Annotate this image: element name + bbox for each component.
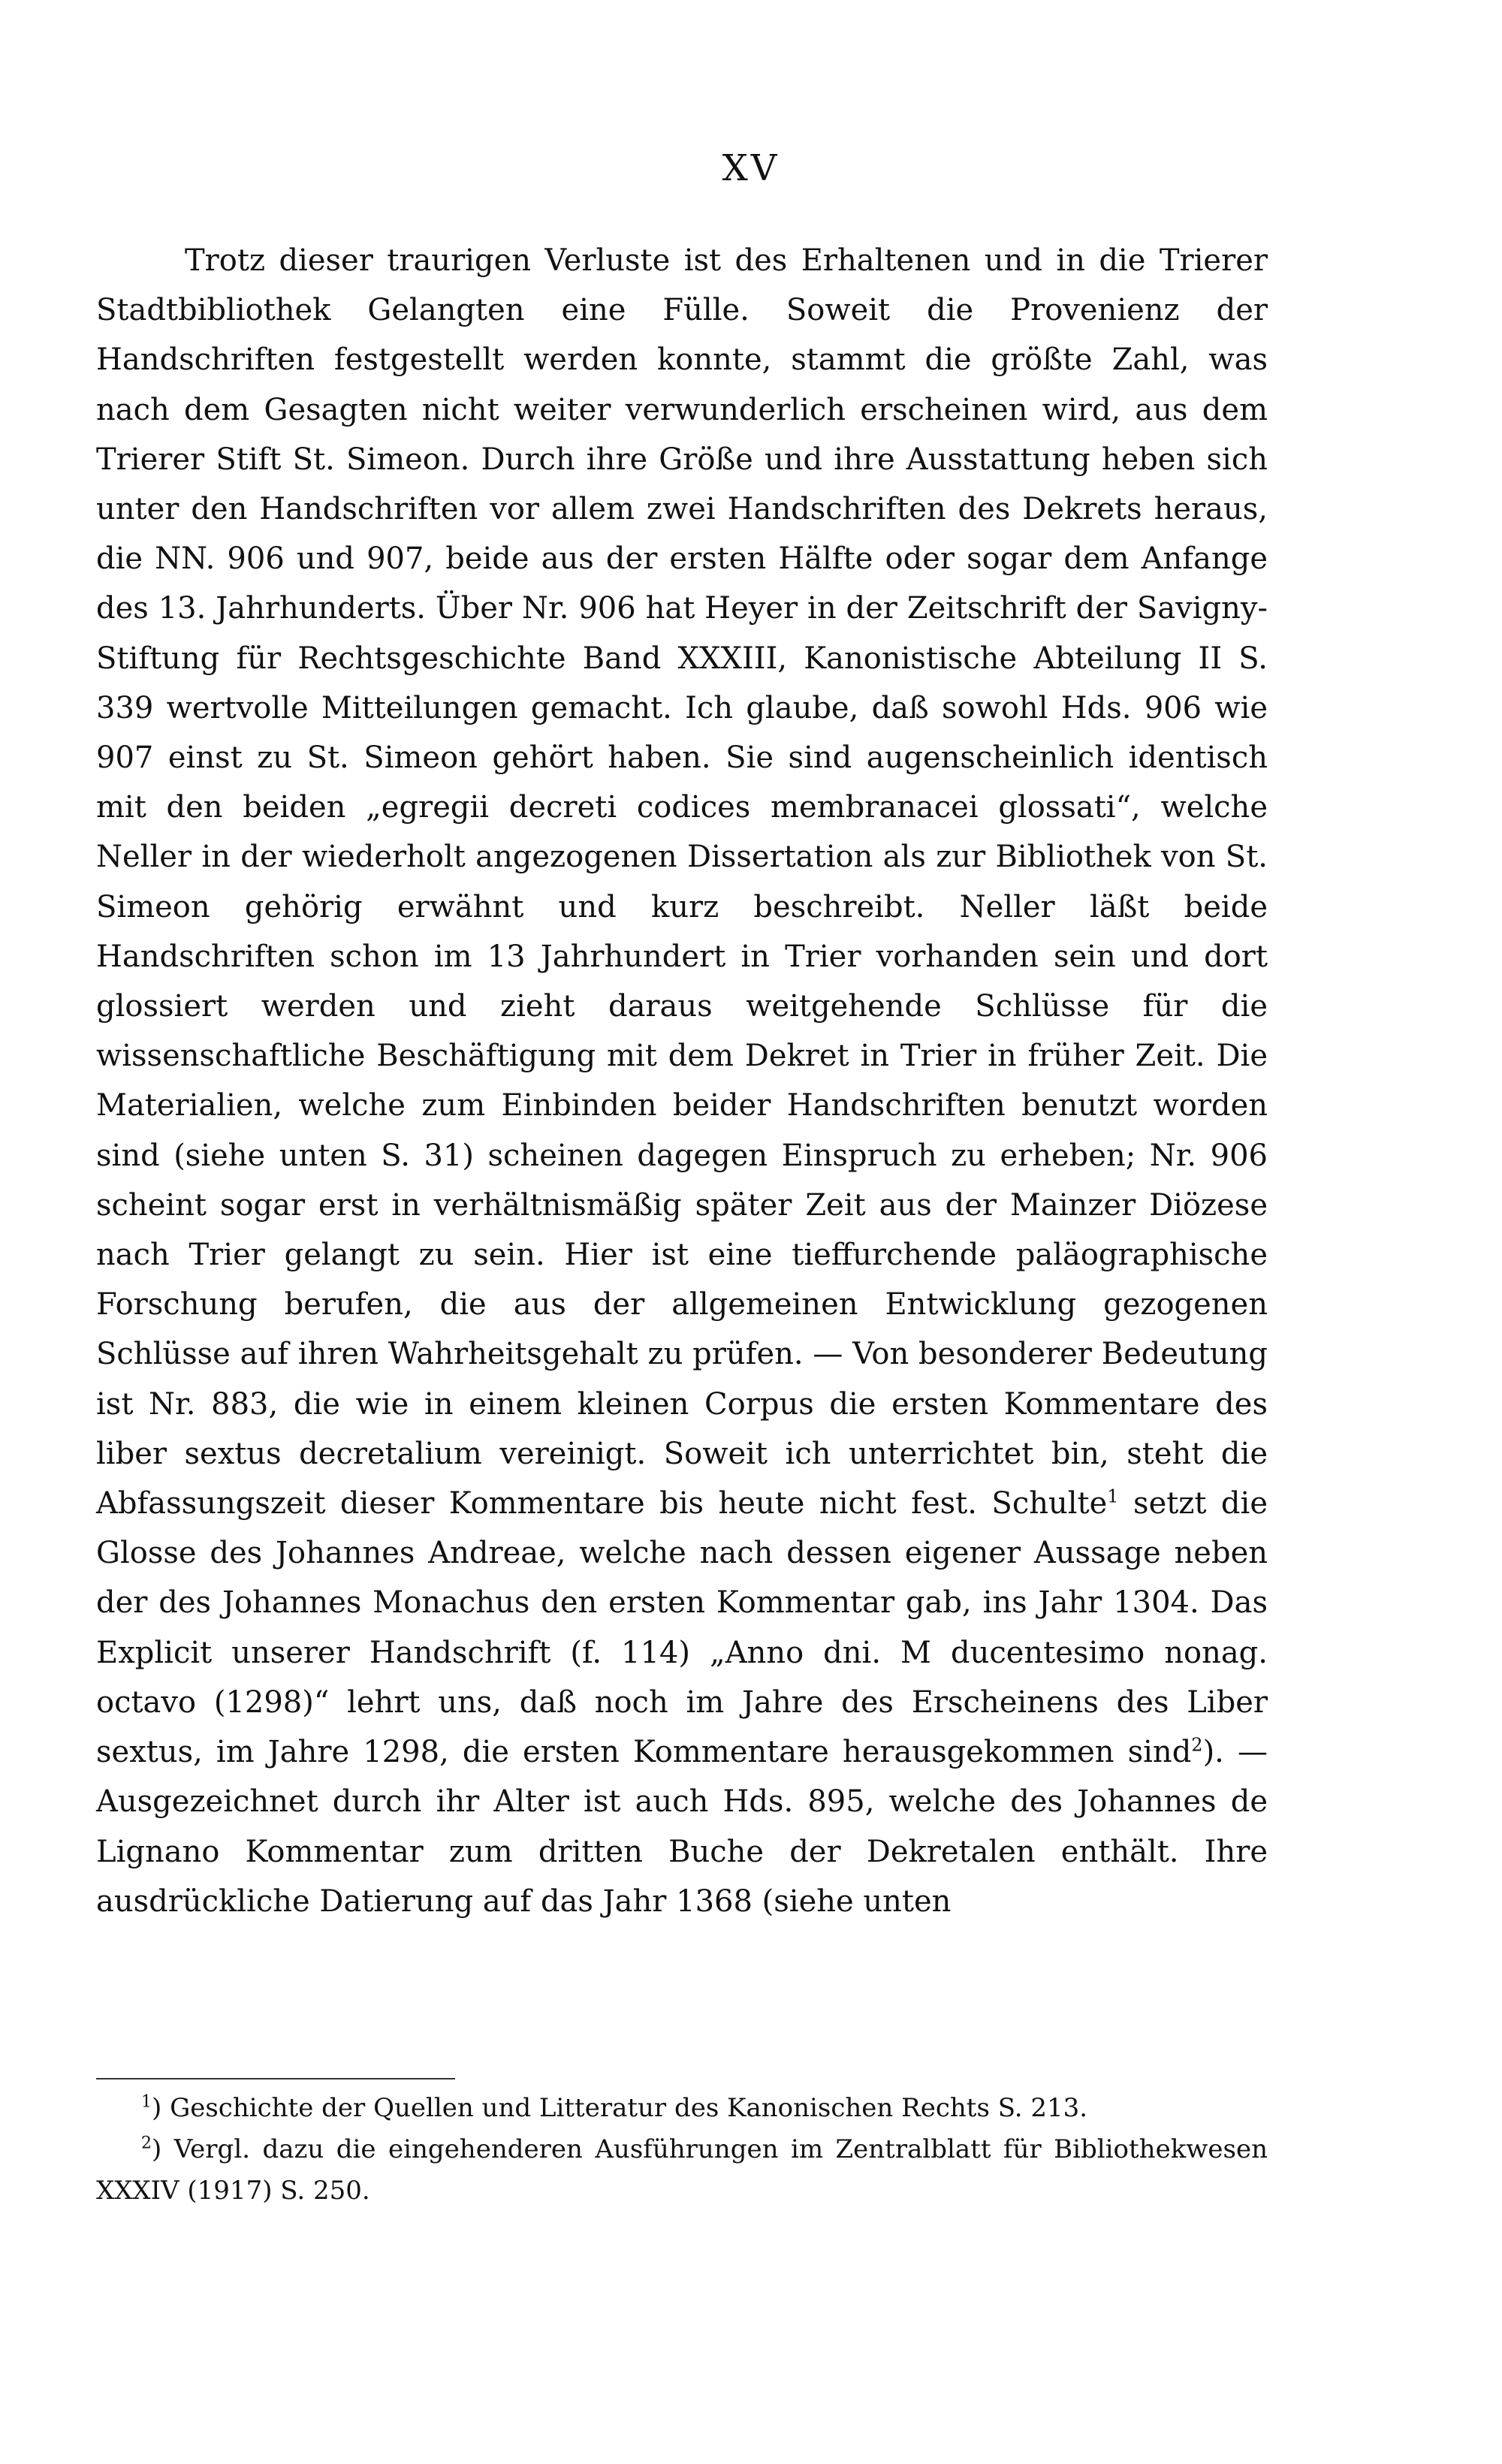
- body-paragraph: [96, 236, 1268, 1926]
- body-text-segment: ). — Ausgezeichnet durch ihr Alter ist auch Hds. 895, welche des Johannes de Lignano Kommentar zum dritten Buche der Dekretalen enthält. Ihre ausdrückliche Datierung auf das Jahr 1368 (siehe unten: [96, 1735, 1268, 1919]
- footnote-mark: 1: [141, 2092, 152, 2112]
- body-text-segment: setzt die Glosse des Johannes Andreae, welche nach dessen eigener Aussage neben der des Johannes Monachus den ersten Kommentar gab, ins Jahr 1304. Das Explicit unserer Handschrift (f. 114) „Anno dni. M ducentesimo nonag. octavo (1298)“ lehrt uns, daß noch im Jahre des Erscheinens des Liber sextus, im Jahre 1298, die ersten Kommentare herausgekommen sind: [96, 1486, 1268, 1770]
- page-number: XV: [722, 147, 780, 189]
- footnote-list: [96, 2088, 1268, 2212]
- footnote-mark: 2: [141, 2134, 152, 2153]
- footnote-text: ) Geschichte der Quellen und Litteratur des Kanonischen Rechts S. 213.: [152, 2093, 1088, 2123]
- footnote-reference: 1: [1107, 1485, 1119, 1507]
- footnote: [96, 2129, 1268, 2212]
- body-text-segment: Trotz dieser traurigen Verluste ist des Erhaltenen und in die Trierer Stadtbibliothek Gelangten eine Fülle. Soweit die Provenienz der Handschriften festgestellt werden konnte, stammt die größte Zahl, was nach dem Gesagten nicht weiter verwunderlich erscheinen wird, aus dem Trierer Stift St. Simeon. Durch ihre Größe und ihre Ausstattung heben sich unter den Handschriften vor allem zwei Handschriften des Dekrets heraus, die NN. 906 und 907, beide aus der ersten Hälfte oder sogar dem Anfange des 13. Jahrhunderts. Über Nr. 906 hat Heyer in der Zeitschrift der Savigny-Stiftung für Rechtsgeschichte Band XXXIII, Kanonistische Abteilung II S. 339 wertvolle Mitteilungen gemacht. Ich glaube, daß sowohl Hds. 906 wie 907 einst zu St. Simeon gehört haben. Sie sind augenscheinlich identisch mit den beiden „egregii decreti codices membranacei glossati“, welche Neller in der wiederholt angezogenen Dissertation als zur Bibliothek von St. Simeon gehörig erwähnt und kurz beschreibt. Neller läßt beide Handschriften schon im 13 Jahrhundert in Trier vorhanden sein und dort glossiert werden und zieht daraus weitgehende Schlüsse für die wissenschaftliche Beschäftigung mit dem Dekret in Trier in früher Zeit. Die Materialien, welche zum Einbinden beider Handschriften benutzt worden sind (siehe unten S. 31) scheinen dagegen Einspruch zu erheben; Nr. 906 scheint sogar erst in verhältnismäßig später Zeit aus der Mainzer Diözese nach Trier gelangt zu sein. Hier ist eine tieffurchende paläographische Forschung berufen, die aus der allgemeinen Entwicklung gezogenen Schlüsse auf ihren Wahrheitsgehalt zu prüfen. — Von besonderer Bedeutung ist Nr. 883, die wie in einem kleinen Corpus die ersten Kommentare des liber sextus decretalium vereinigt. Soweit ich unterrichtet bin, steht die Abfassungszeit dieser Kommentare bis heute nicht fest. Schulte: [96, 243, 1268, 1522]
- footnote-text: ) Vergl. dazu die eingehenderen Ausführungen im Zentralblatt für Bibliothekwesen XXXIV (1917) S. 250.: [96, 2134, 1268, 2206]
- footnote-reference: 2: [1191, 1734, 1203, 1756]
- footnote: [96, 2088, 1268, 2129]
- footnote-divider: [96, 2078, 455, 2079]
